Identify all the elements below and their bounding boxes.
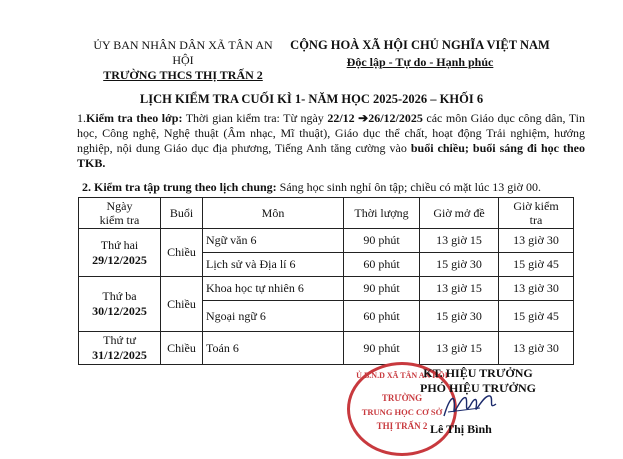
check-time-cell: 13 giờ 30 bbox=[499, 332, 574, 365]
session-cell: Chiều bbox=[161, 332, 203, 365]
day-cell: Thứ ba 30/12/2025 bbox=[79, 277, 161, 332]
open-time-cell: 13 giờ 15 bbox=[420, 277, 499, 301]
duration-cell: 60 phút bbox=[344, 253, 420, 277]
session-cell: Chiều bbox=[161, 277, 203, 332]
section-2-line bbox=[82, 180, 602, 195]
open-time-cell: 15 giờ 30 bbox=[420, 253, 499, 277]
open-time-cell: 15 giờ 30 bbox=[420, 301, 499, 332]
signatory-name: Lê Thị Bình bbox=[430, 422, 492, 436]
section-1-heading: Kiểm tra theo lớp: bbox=[86, 111, 183, 125]
duration-cell: 60 phút bbox=[344, 301, 420, 332]
header-session: Buổi bbox=[161, 198, 203, 229]
exam-schedule-table bbox=[78, 197, 574, 365]
afternoon-note: buổi chiều bbox=[410, 141, 465, 155]
section-2-heading: 2. Kiểm tra tập trung theo lịch chung: bbox=[82, 180, 277, 194]
morning-note: buổi sáng đi học theo TKB. bbox=[77, 141, 585, 170]
handwritten-signature-icon bbox=[440, 386, 500, 422]
date-from: 22/12 bbox=[327, 111, 355, 125]
duration-cell: 90 phút bbox=[344, 277, 420, 301]
check-time-cell: 13 giờ 30 bbox=[499, 277, 574, 301]
header-date: Ngày kiểm tra bbox=[79, 198, 161, 229]
section-1-text-a: Thời gian kiểm tra: Từ ngày bbox=[182, 111, 328, 125]
session-cell: Chiều bbox=[161, 229, 203, 277]
duration-cell: 90 phút bbox=[344, 332, 420, 365]
national-motto-block bbox=[285, 37, 555, 71]
subject-cell: Khoa học tự nhiên 6 bbox=[203, 277, 344, 301]
subject-cell: Ngoại ngữ 6 bbox=[203, 301, 344, 332]
issuer-authority: ỦY BAN NHÂN DÂN XÃ TÂN AN HỘI bbox=[93, 38, 273, 67]
check-time-cell: 15 giờ 45 bbox=[499, 253, 574, 277]
section-1-number: 1. bbox=[77, 111, 86, 125]
table-row bbox=[79, 277, 574, 301]
issuer-school: TRƯỜNG THCS THỊ TRẤN 2 bbox=[103, 68, 263, 82]
section-1-text-b: các môn Giáo dục công dân, Tin học, Công nghệ, Nghệ thuật (Âm nhạc, Mĩ thuật), Giáo dục thể chất, hoạt động Trải nghiệm, hướng nghiệp, nội dung Giáo dục địa phương, Tiếng Anh tăng cường vào bbox=[77, 111, 585, 155]
national-motto: Độc lập - Tự do - Hạnh phúc bbox=[346, 55, 494, 69]
header-check-time: Giờ kiểm tra bbox=[499, 198, 574, 229]
table-row bbox=[79, 229, 574, 253]
subject-cell: Ngữ văn 6 bbox=[203, 229, 344, 253]
duration-cell: 90 phút bbox=[344, 229, 420, 253]
header-duration: Thời lượng bbox=[344, 198, 420, 229]
subject-cell: Toán 6 bbox=[203, 332, 344, 365]
table-header-row bbox=[79, 198, 574, 229]
seal-line-3: THỊ TRẤN 2 bbox=[376, 421, 428, 431]
date-to: 26/12/2025 bbox=[368, 111, 423, 125]
check-time-cell: 15 giờ 45 bbox=[499, 301, 574, 332]
separator: ; bbox=[464, 141, 473, 155]
arrow-icon: ➔ bbox=[354, 111, 369, 125]
seal-ring-text: Ủ.B.N.D XÃ TÂN AN HỘI bbox=[356, 371, 448, 380]
signatory-line-1: KT. HIỆU TRƯỞNG bbox=[423, 366, 533, 380]
national-name: CỘNG HOÀ XÃ HỘI CHỦ NGHĨA VIỆT NAM bbox=[290, 38, 550, 52]
open-time-cell: 13 giờ 15 bbox=[420, 332, 499, 365]
header-subject: Môn bbox=[203, 198, 344, 229]
day-cell: Thứ tư 31/12/2025 bbox=[79, 332, 161, 365]
header-open-time: Giờ mở đề bbox=[420, 198, 499, 229]
signatory-line-2: PHÓ HIỆU TRƯỞNG bbox=[419, 381, 536, 395]
issuer-block bbox=[88, 38, 278, 83]
table-row bbox=[79, 332, 574, 365]
seal-line-1: TRƯỜNG bbox=[381, 393, 423, 403]
seal-line-2: TRUNG HỌC CƠ SỞ bbox=[361, 407, 443, 417]
document-title: LỊCH KIỂM TRA CUỐI KÌ 1- NĂM HỌC 2025-2026 – KHỐI 6 bbox=[139, 92, 484, 106]
check-time-cell: 13 giờ 30 bbox=[499, 229, 574, 253]
section-1-paragraph bbox=[77, 111, 585, 171]
section-2-text: Sáng học sinh nghỉ ôn tập; chiều có mặt lúc 13 giờ 00. bbox=[276, 180, 541, 194]
day-cell: Thứ hai 29/12/2025 bbox=[79, 229, 161, 277]
subject-cell: Lịch sử và Địa lí 6 bbox=[203, 253, 344, 277]
open-time-cell: 13 giờ 15 bbox=[420, 229, 499, 253]
